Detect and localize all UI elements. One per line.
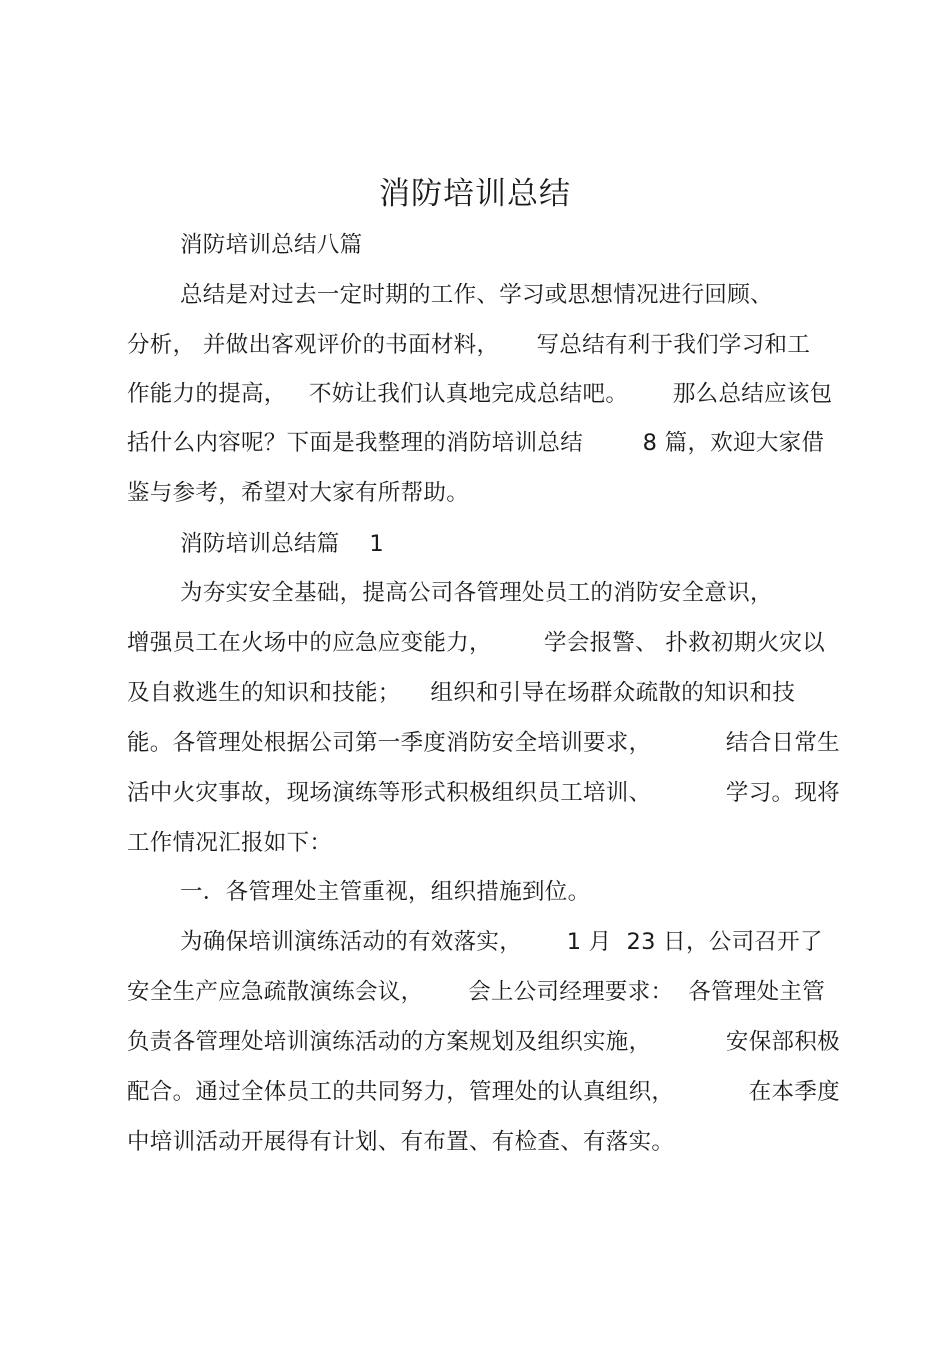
paragraph-line: 及自救逃生的知识和技能； 组织和引导在场群众疏散的知识和技 — [127, 680, 796, 706]
paragraph-line: 负责各管理处培训演练活动的方案规划及组织实施， 安保部积极 — [127, 1029, 840, 1055]
paragraph-line: 为确保培训演练活动的有效落实， 1 月 23 日，公司召开了 — [180, 929, 823, 955]
paragraph-line: 配合。通过全体员工的共同努力，管理处的认真组织， 在本季度 — [127, 1079, 840, 1105]
paragraph-line: 增强员工在火场中的应急应变能力， 学会报警、 扑救初期火灾以 — [127, 630, 826, 656]
paragraph-line: 工作情况汇报如下： — [127, 830, 333, 856]
paragraph-line: 鉴与参考，希望对大家有所帮助。 — [127, 480, 470, 506]
subsection-heading: 一．各管理处主管重视，组织措施到位。 — [180, 879, 591, 905]
paragraph-line: 活中火灾事故，现场演练等形式积极组织员工培训、 学习。现将 — [127, 780, 840, 806]
paragraph-line: 作能力的提高， 不妨让我们认真地完成总结吧。 那么总结应该包 — [127, 381, 833, 407]
paragraph-line: 安全生产应急疏散演练会议， 会上公司经理要求： 各管理处主管 — [127, 979, 826, 1005]
paragraph-line: 括什么内容呢？下面是我整理的消防培训总结 8 篇，欢迎大家借 — [127, 430, 825, 456]
subtitle-line: 消防培训总结八篇 — [180, 232, 363, 258]
paragraph-line: 分析， 并做出客观评价的书面材料， 写总结有利于我们学习和工 — [127, 332, 811, 358]
paragraph-line: 能。各管理处根据公司第一季度消防安全培训要求， 结合日常生 — [127, 730, 840, 756]
paragraph-line: 为夯实安全基础，提高公司各管理处员工的消防安全意识， — [180, 580, 773, 606]
document-title: 消防培训总结 — [379, 176, 571, 212]
paragraph-line: 总结是对过去一定时期的工作、学习或思想情况进行回顾、 — [180, 282, 773, 308]
section-heading: 消防培训总结篇 1 — [180, 531, 385, 557]
paragraph-line: 中培训活动开展得有计划、有布置、有检查、有落实。 — [127, 1129, 675, 1155]
